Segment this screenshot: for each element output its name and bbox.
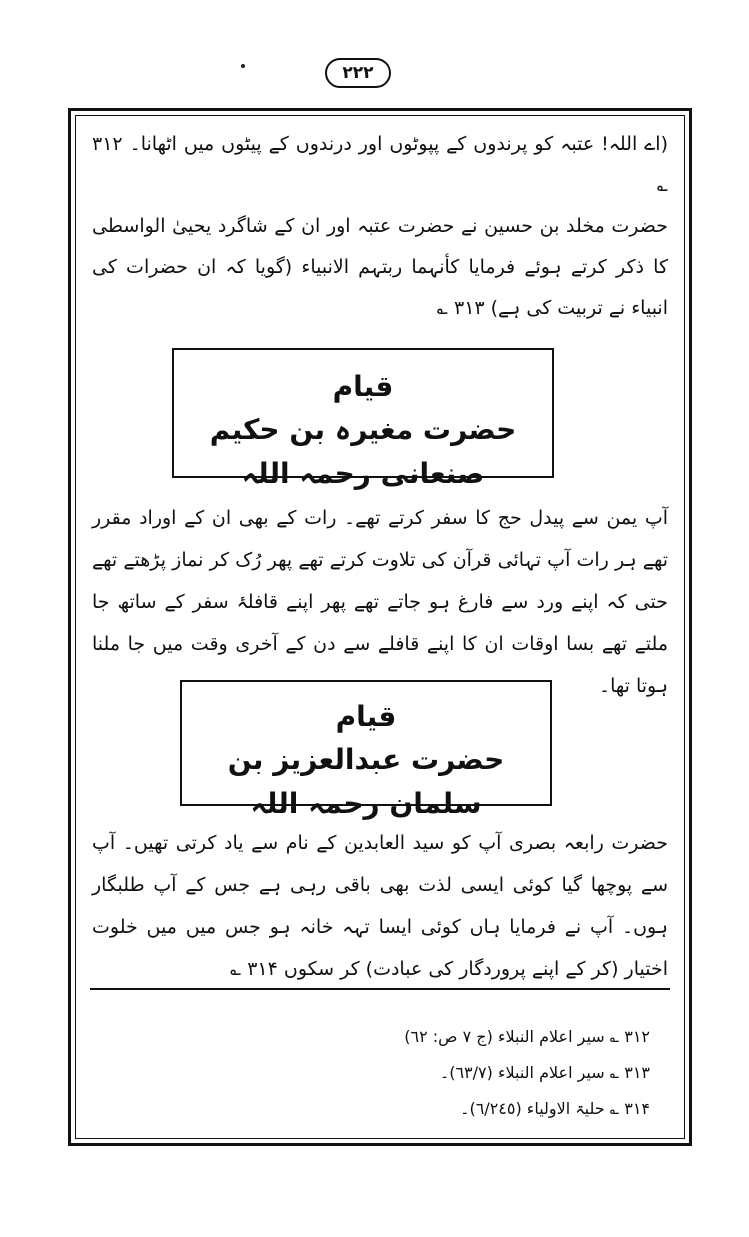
paragraph-dua: (اے اللہ! عتبہ کو پرندوں کے پپوٹوں اور درندوں کے پیٹوں میں اٹھانا۔ ۳۱۲ ؎ bbox=[92, 133, 668, 196]
footnote-314: ۳۱۴ ؎ حلیۃ الاولیاء (٦/٢٤٥)۔ bbox=[460, 1099, 650, 1118]
page-number: ۲۲۲ bbox=[325, 58, 391, 88]
heading-subtitle: حضرت عبدالعزیز بن سلمان رحمہ اللہ bbox=[227, 743, 505, 820]
heading-box-mughirah bbox=[172, 348, 554, 490]
paragraph-makhlad: حضرت مخلد بن حسین نے حضرت عتبہ اور ان کے شاگرد یحییٰ الواسطی کا ذکر کرتے ہوئے فرمایا کأنہما ربتہم الانبیاء (گویا کہ ان حضرات کی انبیاء نے تربیت کی ہے) ۳۱۳ ؎ bbox=[92, 215, 668, 319]
heading-box-abdulaziz bbox=[180, 680, 552, 820]
footnote-divider bbox=[90, 988, 670, 990]
footnote-312: ۳۱۲ ؎ سیر اعلام النبلاء (ج ۷ ص: ٦٢) bbox=[404, 1027, 650, 1046]
paragraph-mughirah: آپ یمن سے پیدل حج کا سفر کرتے تھے۔ رات کے بھی ان کے اوراد مقرر تھے ہر رات آپ تہائی قرآن کی تلاوت کرتے تھے پھر رُک کر نماز پڑھتے تھے حتی کہ اپنے ورد سے فارغ ہو جاتے تھے پھر اپنے قافلۂ سفر کے ساتھ جا ملتے تھے بسا اوقات ان کا اپنے قافلے سے دن کے آخری وقت میں جا ملنا ہوتا تھا۔ bbox=[92, 507, 668, 697]
heading-title: قیام bbox=[335, 700, 397, 733]
paragraph-abdulaziz: حضرت رابعہ بصری آپ کو سید العابدین کے نام سے یاد کرتی تھیں۔ آپ سے پوچھا گیا کوئی ایسی لذت بھی باقی رہی ہے جس کے آپ طلبگار ہوں۔ آپ نے فرمایا ہاں کوئی ایسا تہہ خانہ ہو جس میں میں خلوت اختیار (کر کے اپنے پروردگار کی عبادت) کر سکوں ۳۱۴ ؎ bbox=[92, 832, 668, 980]
heading-subtitle: حضرت مغیرہ بن حکیم صنعانی رحمہ اللہ bbox=[209, 413, 517, 490]
heading-title: قیام bbox=[332, 370, 394, 403]
ink-dot bbox=[241, 64, 245, 68]
footnote-313: ۳۱۳ ؎ سیر اعلام النبلاء (٦٣/٧)۔ bbox=[439, 1063, 650, 1082]
